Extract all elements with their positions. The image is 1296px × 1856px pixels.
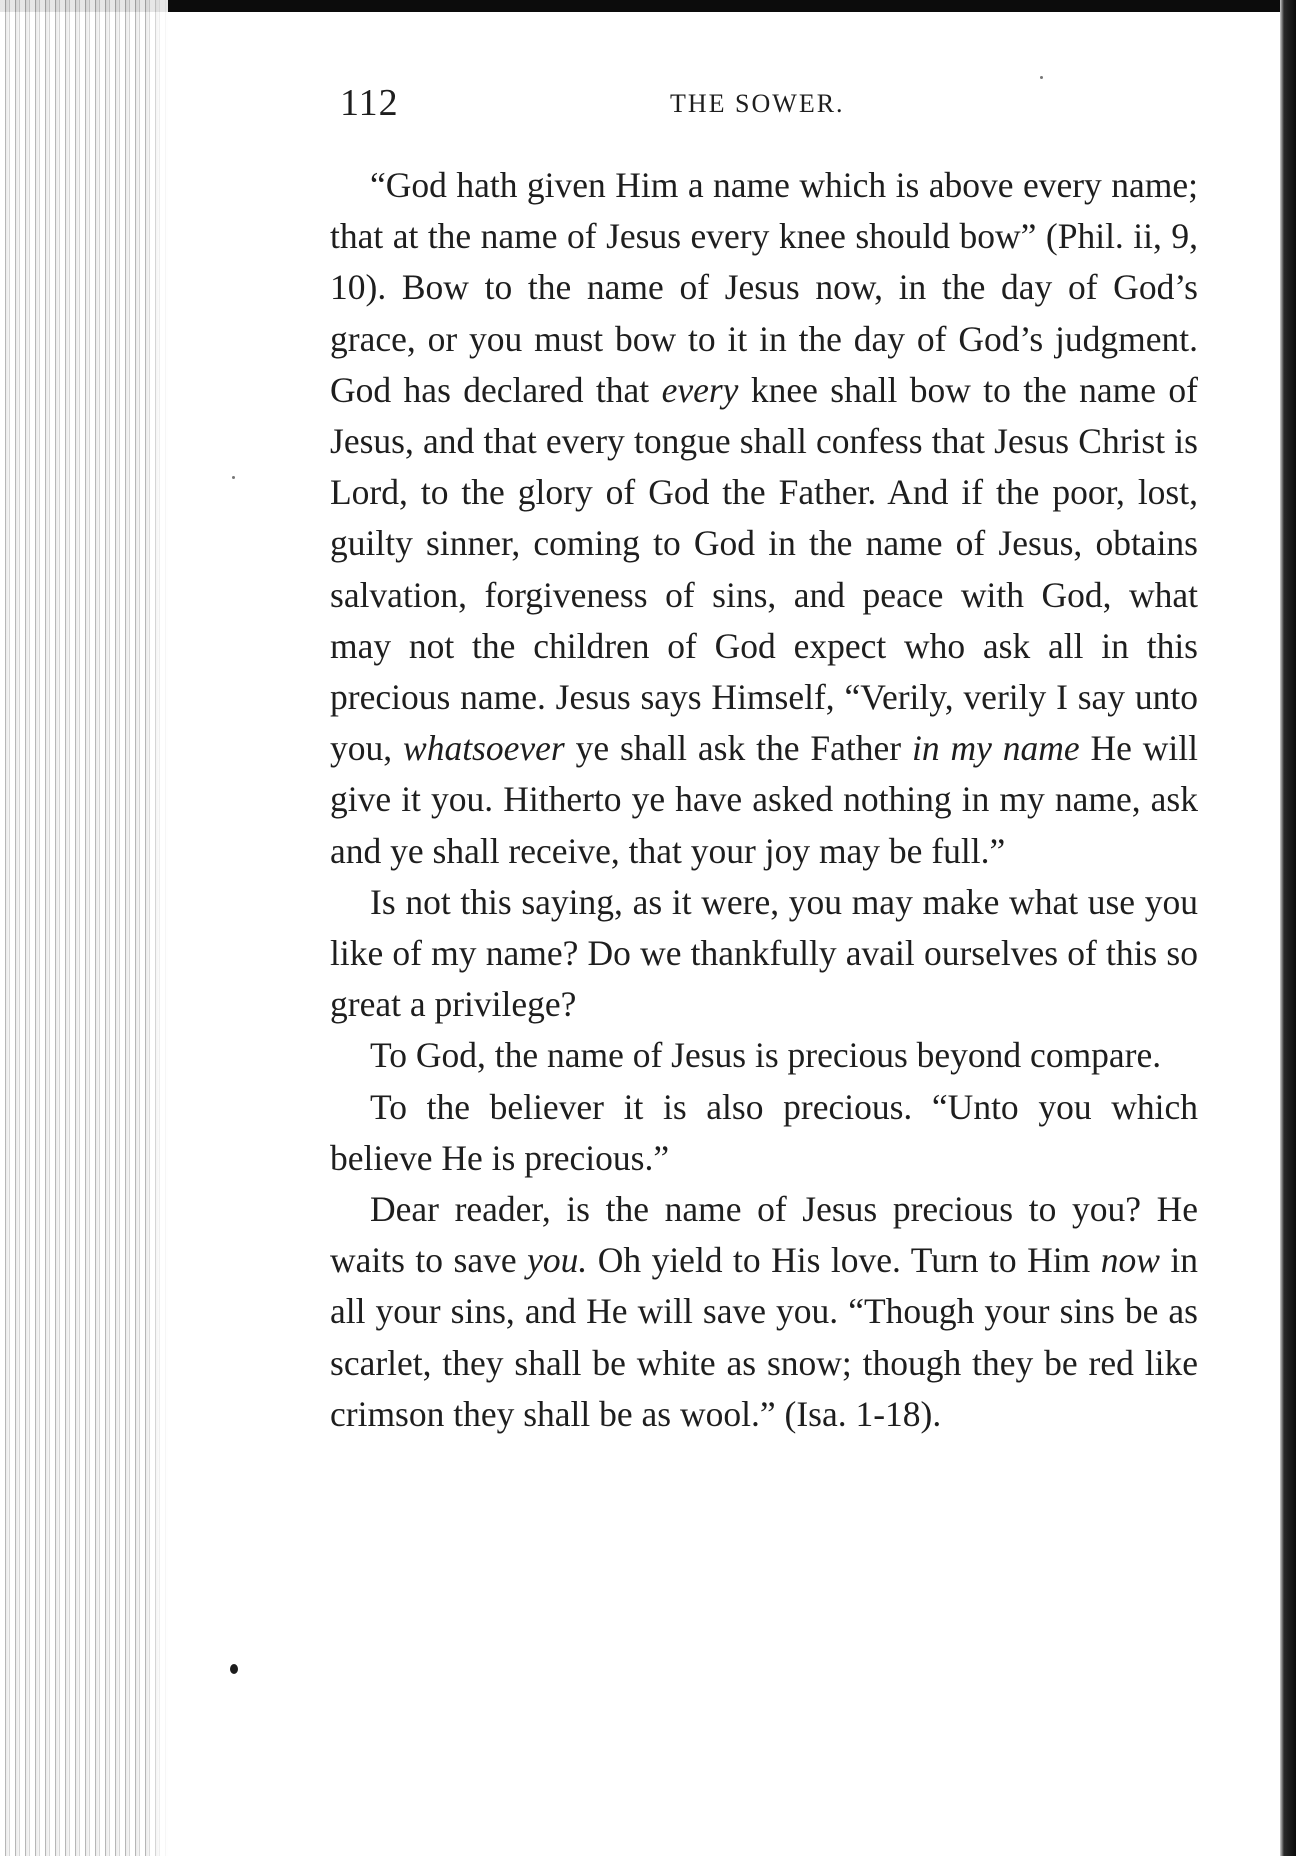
text-run: in all your sins, and He will save you. “Though your sins be as scarlet, they shall be white as snow; though they be red like crimson they shall be as wool.” (Isa. 1-18). xyxy=(330,1240,1198,1434)
paragraph xyxy=(330,1184,1198,1440)
page-number: 112 xyxy=(340,82,399,124)
book-page-edges xyxy=(0,0,168,1856)
dust-speck xyxy=(232,476,235,479)
paragraph xyxy=(330,160,1198,877)
text-run: He will give it you. Hitherto ye have asked nothing in my name, ask and ye shall receive, that your joy may be full.” xyxy=(330,728,1199,871)
text-run: To God, the name of Jesus is precious beyond compare. xyxy=(370,1035,1162,1076)
paragraph xyxy=(330,877,1198,1031)
dust-speck xyxy=(1040,76,1043,79)
italic-text: in my name xyxy=(911,728,1080,769)
italic-text: you. xyxy=(527,1240,588,1281)
scan-edge-right xyxy=(1280,0,1296,1856)
scan-edge-top xyxy=(0,0,1296,12)
running-title: THE SOWER. xyxy=(670,89,845,118)
text-run: Dear reader, is the name of Jesus precious to you? He waits to save xyxy=(330,1189,1198,1281)
body-text xyxy=(330,160,1198,1440)
paragraph xyxy=(330,1030,1198,1081)
italic-text: whatsoever xyxy=(403,728,565,769)
italic-text: now xyxy=(1100,1240,1160,1281)
text-run: “God hath given Him a name which is above every name; that at the name of Jesus every knee should bow” (Phil. ii, 9, 10). Bow to the name of Jesus now, in the day of God’s grace, or you must bow to it in the day of God’s judgment. God has declared that xyxy=(330,165,1198,410)
text-run: To the believer it is also precious. “Unto you which believe He is precious.” xyxy=(330,1086,1198,1178)
paragraph xyxy=(330,1082,1198,1184)
text-run: Oh yield to His love. Turn to Him xyxy=(587,1240,1101,1281)
ink-speck xyxy=(230,1664,238,1674)
text-run: Is not this saying, as it were, you may make what use you like of my name? Do we thankfully avail ourselves of this so great a privilege? xyxy=(330,881,1198,1025)
text-run: ye shall ask the Father xyxy=(564,728,912,769)
text-run: knee shall bow to the name of Jesus, and that every tongue shall confess that Jesus Christ is Lord, to the glory of God the Father. And if the poor, lost, guilty sinner, coming to God in the name of Jesus, obtains salvation, forgiveness of sins, and peace with God, what may not the children of God expect who ask all in this precious name. Jesus says Himself, “Verily, verily I say unto you, xyxy=(330,369,1198,769)
page-header xyxy=(340,78,1200,128)
italic-text: every xyxy=(661,369,739,410)
